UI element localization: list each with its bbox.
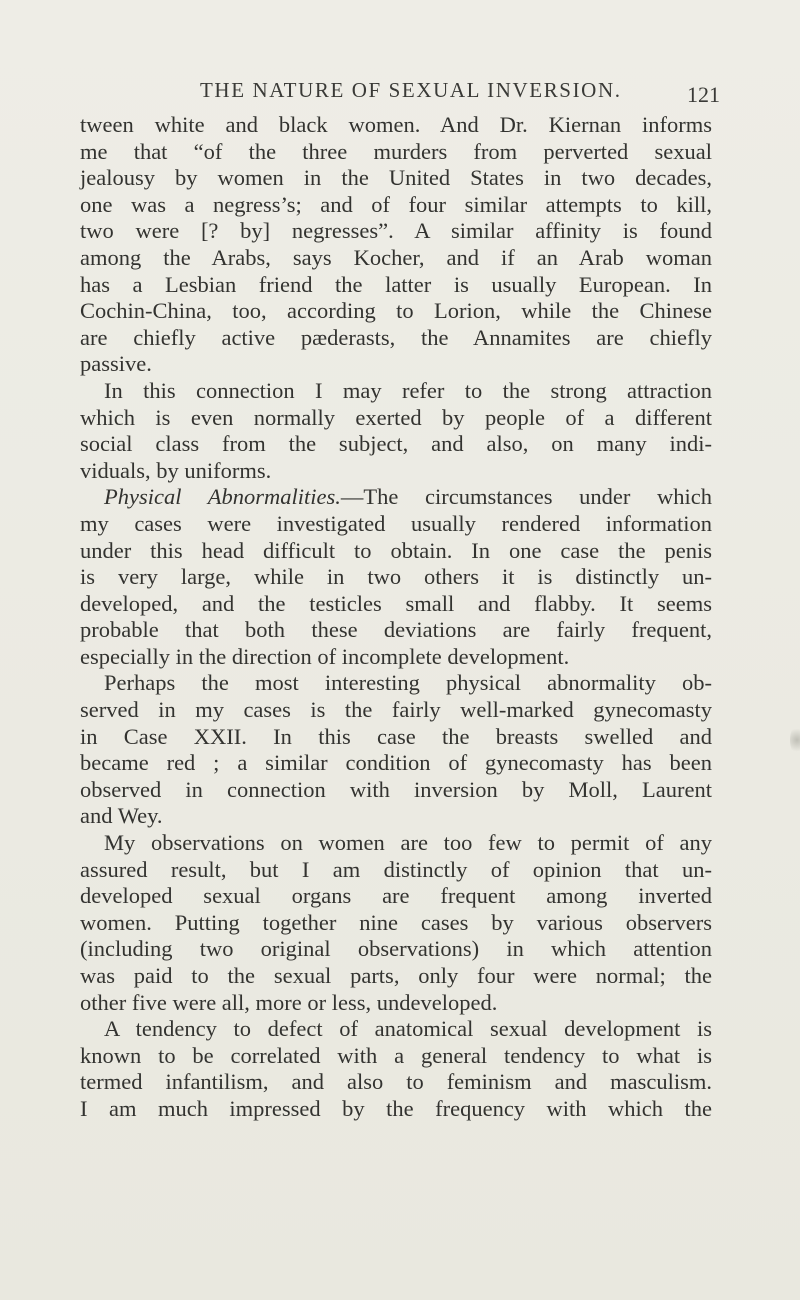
page-header	[160, 78, 720, 108]
text-line: I am much impressed by the frequency with which the	[80, 1095, 712, 1121]
body-text	[80, 112, 712, 1123]
paragraph-start: My observations on women are too few to permit of any	[104, 830, 712, 856]
text-line: and Wey.	[80, 803, 163, 829]
text-line: observed in connection with inversion by Moll, Laurent	[80, 776, 712, 802]
text-line: women. Putting together nine cases by various observers	[80, 909, 712, 935]
text-line: (including two original observations) in which attention	[80, 936, 712, 962]
text-line: developed, and the testicles small and flabby. It seems	[80, 590, 712, 616]
text-line: is very large, while in two others it is distinctly un-	[80, 564, 712, 590]
text-line: assured result, but I am distinctly of opinion that un-	[80, 856, 712, 882]
text-line: tween white and black women. And Dr. Kiernan informs	[80, 112, 712, 137]
running-head: THE NATURE OF SEXUAL INVERSION.	[200, 78, 622, 102]
text-line: viduals, by uniforms.	[80, 457, 272, 483]
text-line: became red ; a similar condition of gynecomasty has been	[80, 750, 712, 776]
text-line: among the Arabs, says Kocher, and if an Arab woman	[80, 244, 712, 270]
text-line: was paid to the sexual parts, only four were normal; the	[80, 963, 712, 988]
text-line: which is even normally exerted by people of a different	[80, 404, 712, 430]
text-line: two were [? by] negresses”. A similar affinity is found	[80, 218, 712, 244]
text-line: under this head difficult to obtain. In one case the penis	[80, 537, 712, 563]
paragraph-start	[80, 484, 712, 511]
page-number: 121	[687, 82, 720, 107]
text-line: jealousy by women in the United States in two decades,	[80, 165, 712, 191]
text-line: has a Lesbian friend the latter is usually European. In	[80, 271, 712, 297]
text-line: in Case XXII. In this case the breasts swelled and	[80, 723, 712, 749]
paragraph-start: In this connection I may refer to the strong attraction	[104, 377, 712, 403]
text-line: termed infantilism, and also to feminism and masculism.	[80, 1069, 712, 1095]
paragraph-start: A tendency to defect of anatomical sexual development is	[104, 1016, 712, 1042]
text-line: served in my cases is the fairly well-marked gynecomasty	[80, 697, 712, 723]
text-line: probable that both these deviations are fairly frequent,	[80, 617, 712, 643]
text-line: especially in the direction of incomplete development.	[80, 643, 570, 669]
paragraph-start: Perhaps the most interesting physical abnormality ob-	[104, 670, 712, 696]
text-line: my cases were investigated usually rendered information	[80, 510, 712, 536]
text-line: one was a negress’s; and of four similar attempts to kill,	[80, 191, 712, 217]
text-line: social class from the subject, and also, on many indi-	[80, 431, 712, 457]
text-line: developed sexual organs are frequent among inverted	[80, 883, 712, 909]
text-line: me that “of the three murders from perverted sexual	[80, 138, 712, 164]
text-line: passive.	[80, 351, 152, 377]
section-heading: Physical Abnormalities.	[104, 484, 341, 510]
page-blemish	[790, 725, 800, 755]
text-line: other five were all, more or less, undeveloped.	[80, 989, 498, 1015]
text-line: Cochin-China, too, according to Lorion, while the Chinese	[80, 298, 712, 324]
text-line: known to be correlated with a general tendency to what is	[80, 1042, 712, 1068]
text-line: are chiefly active pæderasts, the Annamites are chiefly	[80, 324, 712, 350]
section-heading-continuation: —The circumstances under which	[340, 484, 712, 510]
